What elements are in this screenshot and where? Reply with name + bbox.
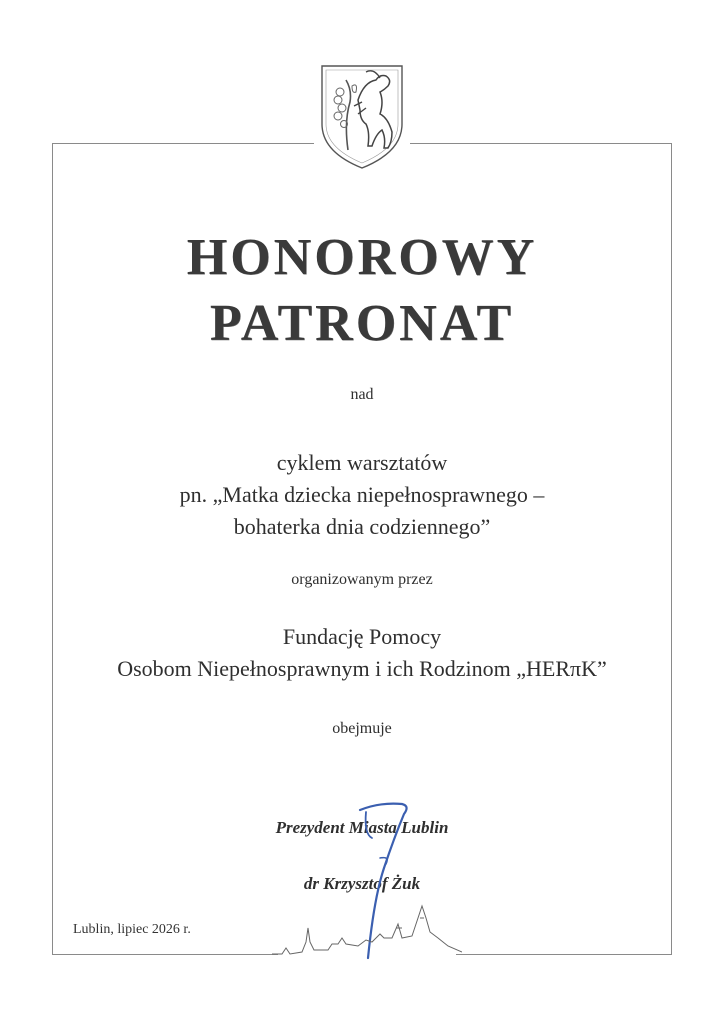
signatory-title: Prezydent Miasta Lublin xyxy=(275,818,449,837)
title-line-2: PATRONAT xyxy=(209,295,515,352)
organized-by-text: organizowanym przez xyxy=(291,571,433,588)
city-skyline-icon xyxy=(272,898,462,958)
title-line-1: HONOROWY xyxy=(186,229,538,286)
frame-bottom-left xyxy=(52,954,278,955)
event-line-2: pn. „Matka dziecka niepełnosprawnego – xyxy=(179,482,545,507)
org-line-2: Osobom Niepełnosprawnym i ich Rodzinom „HERπK” xyxy=(117,656,607,681)
frame-top-left xyxy=(52,143,314,144)
frame-bottom-right xyxy=(456,954,672,955)
signatory-name: dr Krzysztof Żuk xyxy=(303,874,421,893)
event-line-1: cyklem warsztatów xyxy=(276,450,448,475)
place-date: Lublin, lipiec 2026 r. xyxy=(73,922,191,937)
event-line-3: bohaterka dnia codziennego” xyxy=(233,514,491,539)
lublin-coat-of-arms-icon xyxy=(318,62,406,172)
covers-text: obejmuje xyxy=(332,720,392,737)
frame-top-right xyxy=(410,143,672,144)
over-text: nad xyxy=(350,386,374,403)
org-line-1: Fundację Pomocy xyxy=(282,624,442,649)
